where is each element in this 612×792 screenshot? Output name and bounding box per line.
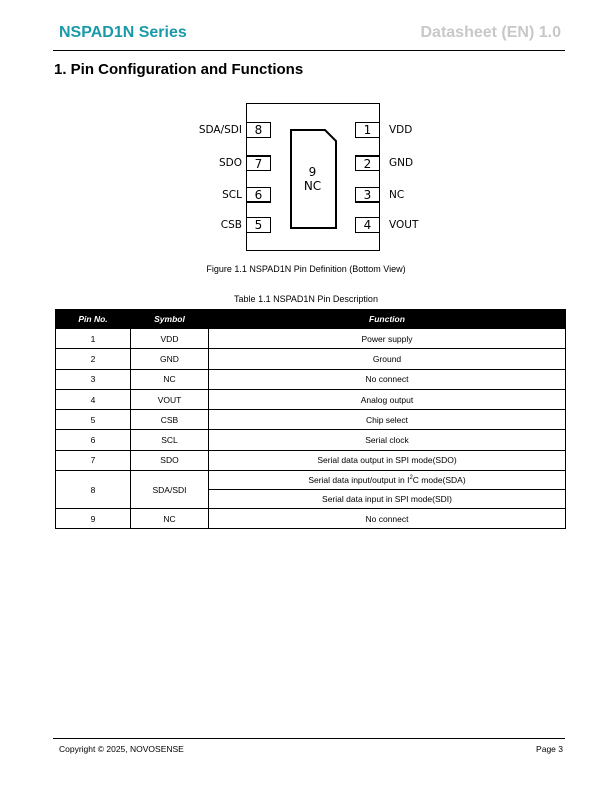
pin-no: 6 (56, 430, 131, 450)
symbol: SDA/SDI (131, 471, 209, 509)
function: Analog output (209, 389, 566, 409)
figure-caption: Figure 1.1 NSPAD1N Pin Definition (Bottom View) (206, 264, 406, 274)
datasheet-version: Datasheet (EN) 1.0 (420, 24, 561, 41)
function (209, 471, 566, 490)
function: Serial data input in SPI mode(SDI) (209, 490, 566, 509)
pin-3-label: NC (389, 189, 405, 201)
table-caption: Table 1.1 NSPAD1N Pin Description (234, 294, 378, 304)
header-pin-no: Pin No. (56, 310, 131, 329)
pin-no: 4 (56, 389, 131, 409)
symbol: CSB (131, 410, 209, 430)
table-row (56, 329, 566, 349)
pin-description-table (55, 309, 566, 529)
pin-5: 5 (246, 217, 271, 233)
series-title: NSPAD1N Series (59, 24, 187, 41)
symbol: VDD (131, 329, 209, 349)
table-row (56, 430, 566, 450)
symbol: VOUT (131, 389, 209, 409)
function: Serial data output in SPI mode(SDO) (209, 450, 566, 470)
pin-1: 1 (355, 122, 380, 138)
pad-label (290, 165, 335, 193)
symbol: NC (131, 509, 209, 529)
table-row (56, 369, 566, 389)
pin-no: 9 (56, 509, 131, 529)
symbol: SCL (131, 430, 209, 450)
pin-2: 2 (355, 155, 380, 171)
function-text: C mode(SDA) (412, 475, 466, 486)
footer-divider (53, 738, 565, 739)
pin-7: 7 (246, 155, 271, 171)
function: Serial clock (209, 430, 566, 450)
pin-7-label: SDO (218, 157, 242, 169)
pin-no: 7 (56, 450, 131, 470)
pin-8-label: SDA/SDI (198, 124, 242, 136)
header-divider (53, 50, 565, 51)
function: Chip select (209, 410, 566, 430)
pin-6-label: SCL (222, 189, 242, 201)
pad-number: 9 (308, 165, 317, 179)
pin-no: 2 (56, 349, 131, 369)
function: Ground (209, 349, 566, 369)
pin-5-label: CSB (220, 219, 242, 231)
table-row (56, 349, 566, 369)
pin-no: 1 (56, 329, 131, 349)
table-row (56, 389, 566, 409)
pin-4: 4 (355, 217, 380, 233)
symbol: NC (131, 369, 209, 389)
table-row (56, 410, 566, 430)
header-symbol: Symbol (131, 310, 209, 329)
header-function: Function (209, 310, 566, 329)
pin-1-label: VDD (389, 124, 413, 136)
function: No connect (209, 369, 566, 389)
table-row (56, 450, 566, 470)
superscript: 2 (409, 475, 413, 482)
function: No connect (209, 509, 566, 529)
pin-4-label: VOUT (389, 219, 419, 231)
page-number: Page 3 (536, 744, 563, 754)
pin-6: 6 (246, 187, 271, 203)
symbol: SDO (131, 450, 209, 470)
section-title: 1. Pin Configuration and Functions (54, 61, 304, 78)
function-text: Serial data input/output in I (308, 475, 410, 486)
pin-8: 8 (246, 122, 271, 138)
pin-no: 5 (56, 410, 131, 430)
symbol: GND (131, 349, 209, 369)
pin-no: 3 (56, 369, 131, 389)
pad-name: NC (303, 179, 322, 193)
copyright: Copyright © 2025, NOVOSENSE (59, 744, 184, 754)
function: Power supply (209, 329, 566, 349)
table-row (56, 509, 566, 529)
pin-2-label: GND (389, 157, 414, 169)
pin-3: 3 (355, 187, 380, 203)
table-row (56, 471, 566, 490)
pin-no: 8 (56, 471, 131, 509)
table-header (56, 310, 566, 329)
